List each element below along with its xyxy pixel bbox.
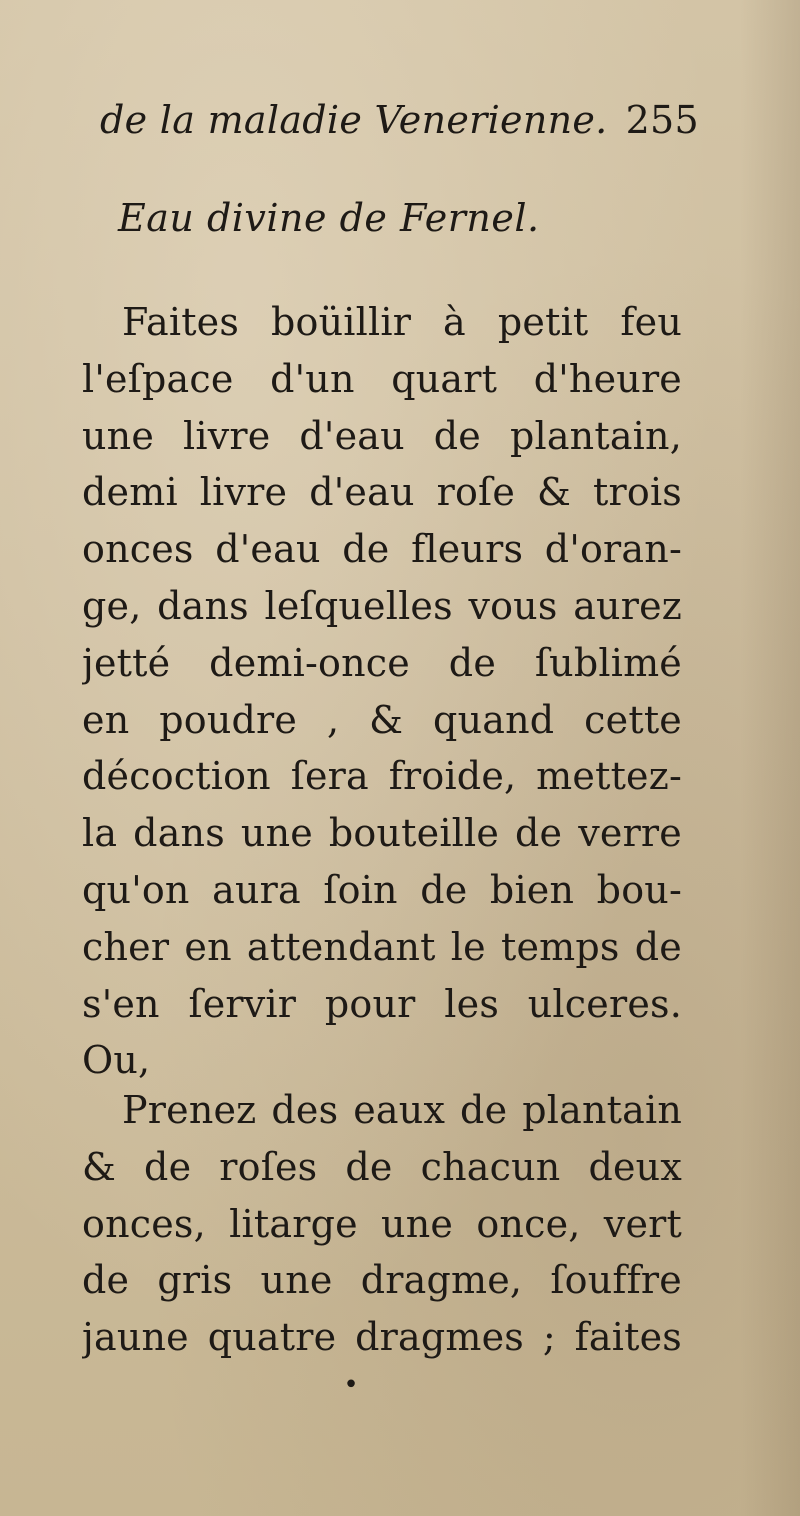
paragraph-2 [82,1082,682,1366]
running-head [100,92,699,148]
text-line: en poudre , & quand cette [82,697,682,742]
text-line: de gris une dragme, ſouffre [82,1258,682,1303]
text-line: onces, litarge une once, vert [82,1201,682,1246]
text-line: Faites boüillir à petit feu [122,300,682,344]
text-line: qu'on aura ſoin de bien bou- [82,867,682,912]
running-head-title: de la maladie Venerienne. [100,98,608,142]
paragraph-1 [82,294,682,1089]
text-line: Ou, [82,1038,151,1083]
text-line: une livre d'eau de plantain, [82,413,682,458]
page-number: 255 [625,98,699,142]
page-fold-shadow [740,0,800,1516]
text-line: la dans une bouteille de verre [82,811,682,856]
text-line: décoction ſera froide, mettez- [82,754,682,799]
text-line: onces d'eau de fleurs d'oran- [82,527,682,572]
text-line: Prenez des eaux de plantain [122,1088,682,1132]
catchword-mark: • [343,1370,359,1400]
section-title: Eau divine de Fernel. [118,196,540,240]
text-line: ge, dans leſquelles vous aurez [82,583,682,628]
text-line: s'en ſervir pour les ulceres. [82,981,682,1026]
text-line: cher en attendant le temps de [82,924,682,969]
text-line: & de roſes de chacun deux [82,1144,682,1189]
text-line: l'eſpace d'un quart d'heure [82,356,682,401]
text-line: jaune quatre dragmes ; faites [82,1315,682,1360]
text-line: jetté demi-once de ſublimé [82,640,682,685]
text-line: demi livre d'eau roſe & trois [82,470,682,515]
